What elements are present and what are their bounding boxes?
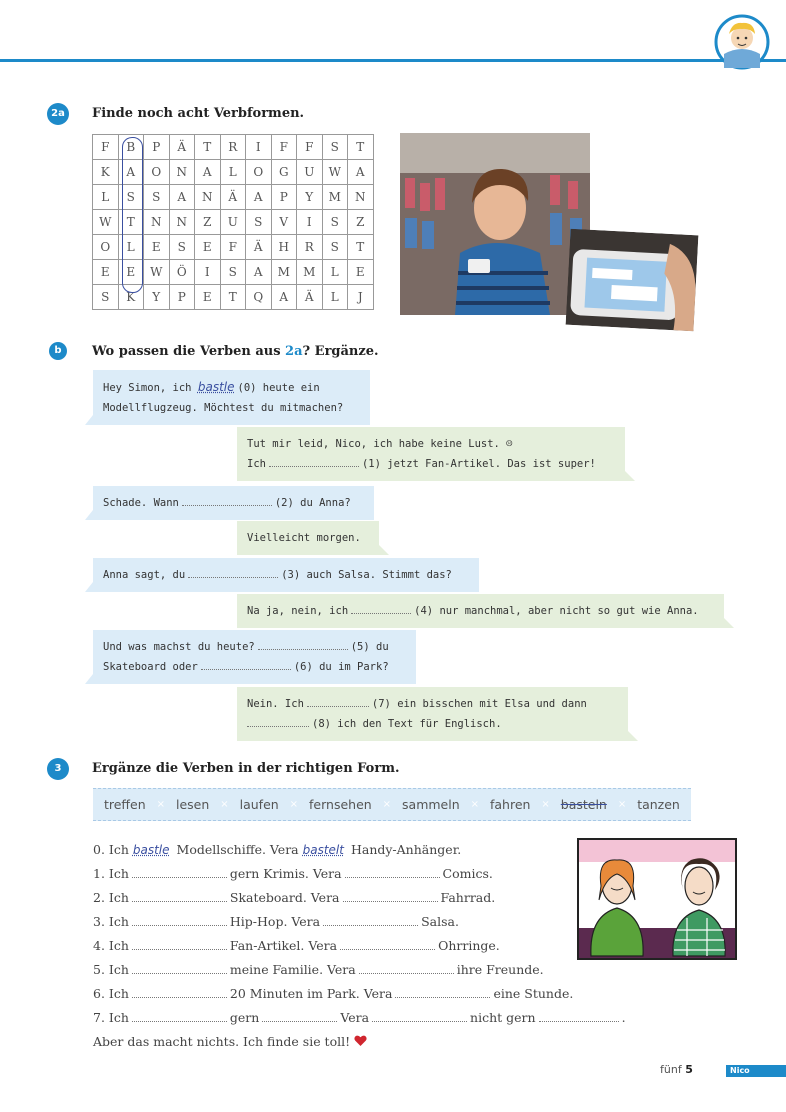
grid-cell[interactable]: O: [144, 160, 170, 185]
grid-cell[interactable]: L: [322, 285, 348, 310]
separator-icon: ×: [156, 799, 166, 810]
separator-icon: ×: [220, 799, 229, 810]
answer-blank-3[interactable]: [188, 565, 278, 578]
word-bank-item: fahren: [489, 797, 531, 812]
grid-cell[interactable]: O: [93, 235, 119, 260]
answer-blank[interactable]: [539, 1008, 619, 1022]
task-badge-3: 3: [47, 758, 69, 780]
grid-cell[interactable]: N: [169, 210, 195, 235]
grid-cell[interactable]: S: [322, 210, 348, 235]
chat-message-1: Hey Simon, ich bastle (0) heute ein Modellflugzeug. Möchtest du mitmachen?: [93, 370, 370, 425]
answer-blank-2[interactable]: [182, 493, 272, 506]
word-bank-item: laufen: [239, 797, 279, 812]
word-bank: [93, 788, 691, 821]
circled-word-bastle: [122, 137, 143, 293]
chat-message-8: Nein. Ich (7) ein bisschen mit Elsa und dann (8) ich den Text für Englisch.: [237, 687, 628, 741]
word-bank-item: sammeln: [402, 797, 460, 812]
grid-cell[interactable]: L: [220, 160, 246, 185]
grid-cell[interactable]: B: [118, 135, 144, 160]
grid-cell[interactable]: A: [348, 160, 374, 185]
grid-cell[interactable]: N: [195, 185, 221, 210]
grid-cell[interactable]: S: [246, 210, 272, 235]
answer-blank[interactable]: [343, 888, 438, 902]
grid-cell[interactable]: Q: [246, 285, 272, 310]
grid-cell[interactable]: W: [322, 160, 348, 185]
grid-cell[interactable]: J: [348, 285, 374, 310]
sentence-6: 6. Ich 20 Minuten im Park. Vera eine Stunde.: [93, 986, 574, 1001]
grid-cell[interactable]: L: [118, 235, 144, 260]
grid-cell[interactable]: I: [195, 260, 221, 285]
separator-icon: ×: [289, 799, 299, 810]
answer-blank[interactable]: [262, 1008, 337, 1022]
chat-message-3: Schade. Wann (2) du Anna?: [93, 486, 374, 520]
grid-cell[interactable]: A: [169, 185, 195, 210]
grid-cell[interactable]: N: [144, 210, 170, 235]
word-bank-item: tanzen: [637, 797, 680, 812]
grid-cell[interactable]: A: [271, 285, 297, 310]
phone-screen-photo: [566, 229, 699, 332]
answer-blank-6[interactable]: [201, 657, 291, 670]
two-girls-illustration: [577, 838, 737, 960]
grid-cell[interactable]: F: [93, 135, 119, 160]
chat-message-2: Tut mir leid, Nico, ich habe keine Lust. ☹ Ich (1) jetzt Fan-Artikel. Das ist super!: [237, 427, 625, 481]
page-footer: fünf 5: [660, 1063, 693, 1076]
grid-cell[interactable]: A: [246, 185, 272, 210]
sentence-3: 3. Ich Hip-Hop. Vera Salsa.: [93, 914, 459, 929]
task-badge-2a: 2a: [47, 103, 69, 125]
grid-cell[interactable]: E: [195, 235, 221, 260]
answer-blank-1[interactable]: [269, 454, 359, 467]
answer-blank[interactable]: [132, 888, 227, 902]
grid-cell[interactable]: A: [246, 260, 272, 285]
grid-cell[interactable]: Ä: [220, 185, 246, 210]
task-2a-instruction: Finde noch acht Verbformen.: [92, 106, 305, 121]
grid-cell[interactable]: T: [195, 135, 221, 160]
grid-cell[interactable]: S: [144, 185, 170, 210]
grid-cell[interactable]: P: [144, 135, 170, 160]
answer-blank-8[interactable]: [247, 714, 309, 727]
grid-cell[interactable]: F: [297, 135, 323, 160]
grid-cell[interactable]: G: [271, 160, 297, 185]
grid-cell[interactable]: P: [271, 185, 297, 210]
grid-cell[interactable]: A: [118, 160, 144, 185]
word-bank-item-used: basteln: [560, 797, 607, 812]
grid-cell[interactable]: S: [220, 260, 246, 285]
grid-cell[interactable]: Ö: [169, 260, 195, 285]
word-bank-item: lesen: [175, 797, 210, 812]
grid-cell[interactable]: F: [271, 135, 297, 160]
sentence-5: 5. Ich meine Familie. Vera ihre Freunde.: [93, 962, 544, 977]
heart-icon: [354, 1035, 367, 1047]
grid-cell[interactable]: Ä: [246, 235, 272, 260]
closing-sentence: Aber das macht nichts. Ich finde sie toll!: [93, 1030, 626, 1054]
chat-message-6: Na ja, nein, ich (4) nur manchmal, aber nicht so gut wie Anna.: [237, 594, 724, 628]
grid-cell[interactable]: E: [93, 260, 119, 285]
handwritten-answer: bastle: [132, 843, 170, 857]
grid-cell[interactable]: Y: [144, 285, 170, 310]
chapter-tag: Nico: [726, 1065, 786, 1077]
grid-cell[interactable]: M: [271, 260, 297, 285]
grid-cell[interactable]: T: [348, 135, 374, 160]
separator-icon: ×: [470, 799, 479, 810]
grid-cell[interactable]: E: [195, 285, 221, 310]
answer-blank[interactable]: [340, 936, 435, 950]
separator-icon: ×: [541, 799, 550, 810]
sentence-2: 2. Ich Skateboard. Vera Fahrrad.: [93, 890, 496, 905]
separator-icon: ×: [382, 799, 392, 810]
grid-cell[interactable]: S: [169, 235, 195, 260]
grid-cell[interactable]: K: [93, 160, 119, 185]
answer-blank[interactable]: [395, 984, 490, 998]
grid-cell[interactable]: W: [144, 260, 170, 285]
grid-cell[interactable]: Ä: [297, 285, 323, 310]
grid-cell[interactable]: Y: [297, 185, 323, 210]
grid-cell[interactable]: R: [220, 135, 246, 160]
grid-cell[interactable]: O: [246, 160, 272, 185]
grid-cell[interactable]: S: [118, 185, 144, 210]
grid-cell[interactable]: S: [322, 235, 348, 260]
header-rule: [0, 59, 786, 62]
grid-cell[interactable]: U: [297, 160, 323, 185]
sentence-4: 4. Ich Fan-Artikel. Vera Ohrringe.: [93, 938, 500, 953]
answer-blank-7[interactable]: [307, 694, 369, 707]
grid-cell[interactable]: Z: [348, 210, 374, 235]
grid-cell[interactable]: U: [220, 210, 246, 235]
answer-blank[interactable]: [132, 984, 227, 998]
grid-cell[interactable]: Ä: [169, 135, 195, 160]
answer-blank[interactable]: [359, 960, 454, 974]
grid-cell[interactable]: S: [93, 285, 119, 310]
answer-blank-4[interactable]: [351, 601, 411, 614]
grid-cell[interactable]: T: [348, 235, 374, 260]
grid-cell[interactable]: K: [118, 285, 144, 310]
chat-message-4: Vielleicht morgen.: [237, 521, 379, 555]
grid-cell[interactable]: N: [169, 160, 195, 185]
grid-cell[interactable]: M: [297, 260, 323, 285]
grid-cell[interactable]: A: [195, 160, 221, 185]
grid-cell[interactable]: H: [271, 235, 297, 260]
answer-blank[interactable]: [132, 960, 227, 974]
grid-cell[interactable]: I: [246, 135, 272, 160]
grid-cell[interactable]: T: [220, 285, 246, 310]
nico-avatar: [712, 14, 772, 70]
sentence-1: 1. Ich gern Krimis. Vera Comics.: [93, 866, 493, 881]
separator-icon: ×: [617, 799, 627, 810]
grid-cell[interactable]: I: [297, 210, 323, 235]
answer-blank[interactable]: [132, 912, 227, 926]
answer-blank[interactable]: [132, 864, 227, 878]
grid-cell[interactable]: F: [220, 235, 246, 260]
boy-with-phone-photo: [400, 133, 590, 315]
word-bank-item: fernsehen: [309, 797, 372, 812]
grid-cell[interactable]: Z: [195, 210, 221, 235]
grid-cell[interactable]: E: [118, 260, 144, 285]
grid-cell[interactable]: T: [118, 210, 144, 235]
sentence-0: 0. Ich bastle Modellschiffe. Vera bastelt Handy-Anhänger.: [93, 842, 462, 857]
answer-blank[interactable]: [372, 1008, 467, 1022]
task-3-instruction: Ergänze die Verben in der richtigen Form.: [92, 761, 400, 776]
answer-blank[interactable]: [132, 1008, 227, 1022]
sentence-7: 7. Ich gern Vera nicht gern .: [93, 1010, 626, 1025]
grid-cell[interactable]: P: [169, 285, 195, 310]
answer-blank[interactable]: [323, 912, 418, 926]
exercise-sentences: [93, 838, 626, 1054]
task-b-instruction: Wo passen die Verben aus 2a? Ergänze.: [92, 344, 379, 359]
answer-blank-5[interactable]: [258, 637, 348, 650]
task-badge-b: b: [49, 342, 67, 360]
grid-cell[interactable]: M: [322, 185, 348, 210]
grid-cell[interactable]: E: [144, 235, 170, 260]
grid-cell[interactable]: V: [271, 210, 297, 235]
word-bank-item: treffen: [103, 797, 146, 812]
grid-cell[interactable]: L: [93, 185, 119, 210]
grid-cell[interactable]: N: [348, 185, 374, 210]
handwritten-answer: bastelt: [302, 843, 344, 857]
chat-message-7: Und was machst du heute? (5) du Skateboard oder (6) du im Park?: [93, 630, 416, 684]
answer-blank[interactable]: [345, 864, 440, 878]
grid-cell[interactable]: L: [322, 260, 348, 285]
grid-cell[interactable]: S: [322, 135, 348, 160]
grid-cell[interactable]: W: [93, 210, 119, 235]
handwritten-answer-0: bastle: [197, 380, 235, 394]
answer-blank[interactable]: [132, 936, 227, 950]
chat-message-5: Anna sagt, du (3) auch Salsa. Stimmt das?: [93, 558, 479, 592]
grid-cell[interactable]: R: [297, 235, 323, 260]
grid-cell[interactable]: E: [348, 260, 374, 285]
